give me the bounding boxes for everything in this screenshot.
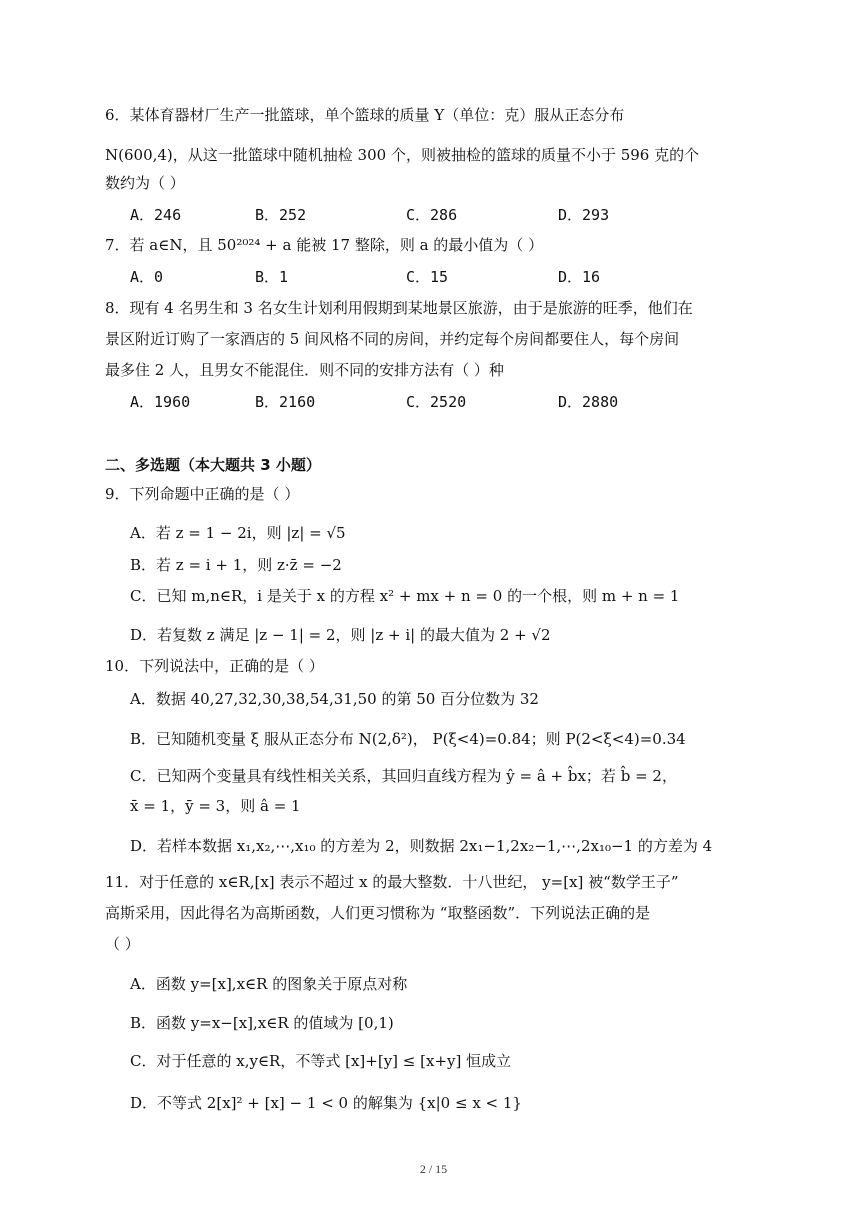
q7-option-c: C．15 xyxy=(406,268,449,286)
q7-stem: 7．若 a∈N，且 50²⁰²⁴ + a 能被 17 整除，则 a 的最小值为（ ） xyxy=(105,236,544,254)
q9-option-d: D．若复数 z 满足 |z − 1| = 2，则 |z + i| 的最大值为 2 + √2 xyxy=(130,626,551,644)
q11-option-b: B．函数 y=x−[x],x∈R 的值域为 [0,1) xyxy=(130,1014,394,1032)
q6-option-b: B．252 xyxy=(255,206,307,224)
q8-option-d: D．2880 xyxy=(558,393,619,411)
q8-option-b: B．2160 xyxy=(255,393,316,411)
q11-option-c: C．对于任意的 x,y∈R，不等式 [x]+[y] ≤ [x+y] 恒成立 xyxy=(130,1052,512,1070)
q10-option-c-line1: C．已知两个变量具有线性相关关系，其回归直线方程为 ŷ = â + b̂x；若 b̂ = 2， xyxy=(130,767,677,785)
page-number: 2 / 15 xyxy=(419,1162,448,1176)
q8-stem-line2: 景区附近订购了一家酒店的 5 间风格不同的房间，并约定每个房间都要住人，每个房间 xyxy=(105,330,680,348)
q10-option-d: D．若样本数据 x₁,x₂,⋯,x₁₀ 的方差为 2，则数据 2x₁−1,2x₂−1,⋯,2x₁₀−1 的方差为 4 xyxy=(130,837,713,855)
q6-stem-line1: 6．某体育器材厂生产一批篮球，单个篮球的质量 Y（单位：克）服从正态分布 xyxy=(105,106,625,124)
q10-option-a: A．数据 40,27,32,30,38,54,31,50 的第 50 百分位数为 32 xyxy=(130,690,539,708)
q8-stem-line3: 最多住 2 人，且男女不能混住．则不同的安排方法有（ ）种 xyxy=(105,361,504,379)
q6-option-a: A．246 xyxy=(130,206,182,224)
q7-option-b: B．1 xyxy=(255,268,289,286)
q11-stem-line3: （ ） xyxy=(105,935,140,953)
q6-option-d: D．293 xyxy=(558,206,610,224)
q10-option-b: B．已知随机变量 ξ 服从正态分布 N(2,δ²)， P(ξ<4)=0.84；则 P(2<ξ<4)=0.34 xyxy=(130,730,686,748)
q7-option-d: D．16 xyxy=(558,268,601,286)
q11-option-d: D．不等式 2[x]² + [x] − 1 < 0 的解集为 {x|0 ≤ x < 1} xyxy=(130,1094,522,1112)
q9-option-a: A．若 z = 1 − 2i，则 |z| = √5 xyxy=(130,524,346,542)
q9-option-c: C．已知 m,n∈R，i 是关于 x 的方程 x² + mx + n = 0 的一个根，则 m + n = 1 xyxy=(130,587,680,605)
q7-option-a: A．0 xyxy=(130,268,164,286)
q8-option-a: A．1960 xyxy=(130,393,191,411)
q11-stem-line2: 高斯采用，因此得名为高斯函数，人们更习惯称为 “取整函数”．下列说法正确的是 xyxy=(105,904,651,922)
q9-option-b: B．若 z = i + 1，则 z·z̄ = −2 xyxy=(130,556,342,574)
q6-stem-line2: N(600,4)，从这一批篮球中随机抽检 300 个，则被抽检的篮球的质量不小于 596 克的个 xyxy=(105,146,700,164)
q8-option-c: C．2520 xyxy=(406,393,467,411)
q6-stem-line3: 数约为（ ） xyxy=(105,174,185,192)
q10-option-c-line2: x̄ = 1，ȳ = 3，则 â = 1 xyxy=(130,797,301,815)
section-heading-multi-choice: 二、多选题（本大题共 3 小题） xyxy=(105,456,321,474)
q11-option-a: A．函数 y=[x],x∈R 的图象关于原点对称 xyxy=(130,975,408,993)
q10-stem: 10．下列说法中，正确的是（ ） xyxy=(105,657,324,675)
q8-stem-line1: 8．现有 4 名男生和 3 名女生计划利用假期到某地景区旅游，由于是旅游的旺季，他们在 xyxy=(105,299,693,317)
q9-stem: 9．下列命题中正确的是（ ） xyxy=(105,485,300,503)
q6-option-c: C．286 xyxy=(406,206,458,224)
q11-stem-line1: 11．对于任意的 x∈R,[x] 表示不超过 x 的最大整数．十八世纪， y=[x] 被“数学王子” xyxy=(105,873,679,891)
